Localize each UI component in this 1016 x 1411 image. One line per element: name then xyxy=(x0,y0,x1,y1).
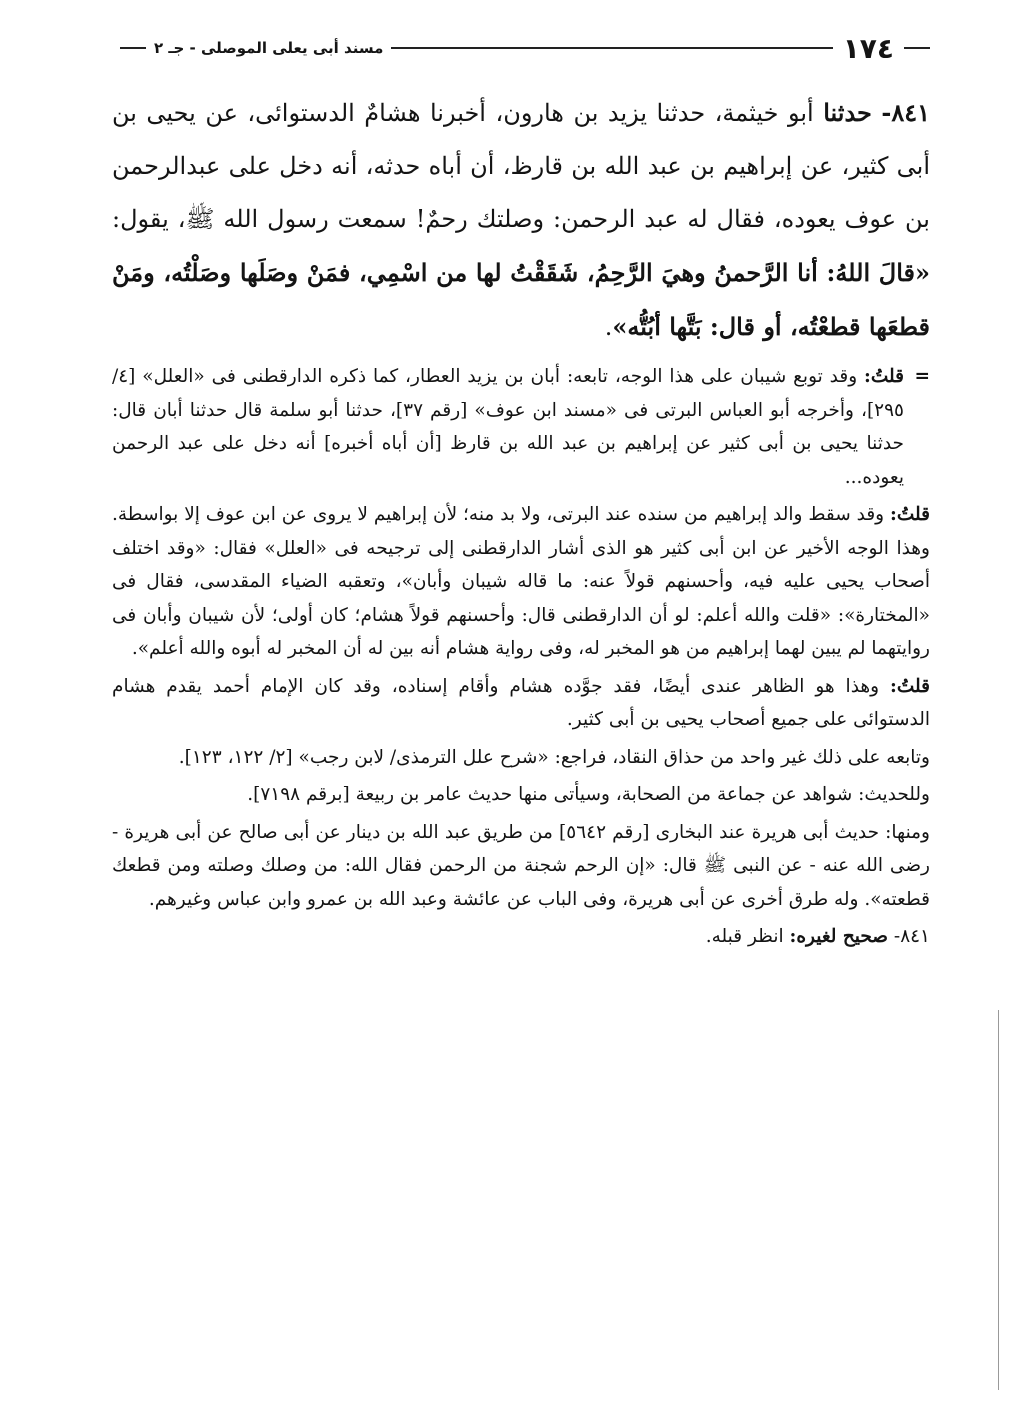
header-rule xyxy=(391,47,832,49)
running-header xyxy=(120,30,930,66)
running-title: مسند أبى يعلى الموصلى - جـ ٢ xyxy=(154,39,384,57)
footnote-5-text: وللحديث: شواهد عن جماعة من الصحابة، وسيأتى منها حديث عامر بن ربيعة [برقم ٧١٩٨]. xyxy=(247,784,930,805)
footnote-5 xyxy=(112,778,930,812)
footnote-2-text: وقد سقط والد إبراهيم من سنده عند البرتى، ولا بد منه؛ لأن إبراهيم لا يروى عن ابن عوف إلا بواسطة. وهذا الوجه الأخير عن ابن أبى كثير هو الذى أشار الدارقطنى إلى ترجيحه فى «العلل» فقال: «وقد اختلف أصحاب يحيى عليه فيه، وأحسنهم قولاً عنه: ما قاله شيبان وأبان»، وتعقبه الضياء المقدسى، فقال فى «المختارة»: «قلت والله أعلم: لو أن الدارقطنى قال: وأحسنهم قولاً هشام؛ كان أولى؛ لأن شيبان وأبان فى روايتهما لم يبين لهما إبراهيم من هو المخبر له، وفى رواية هشام أنه بين له أن المخبر له أبوه والله أعلم». xyxy=(112,504,930,659)
header-rule-left xyxy=(120,47,146,49)
footnotes xyxy=(112,360,930,958)
hadith-lead-word: حدثنا xyxy=(823,98,872,127)
scan-margin-line xyxy=(998,1010,999,1390)
hadith-quote: «قالَ اللهُ: أنا الرَّحمنُ وهيَ الرَّحِمُ، شَقَقْتُ لها من اسْمِي، فمَنْ وصَلَها وصَلْتُه، ومَنْ قطعَها قطعْتُه، أو قال: بَتَّها أبُتُّه» xyxy=(112,258,930,341)
footnote-4 xyxy=(112,741,930,775)
hadith-text xyxy=(112,86,930,354)
hadith-number: ٨٤١- xyxy=(881,98,930,127)
grade-note xyxy=(112,920,930,954)
footnote-1-text: وقد توبع شيبان على هذا الوجه، تابعه: أبان بن يزيد العطار، كما ذكره الدارقطنى فى «العلل» [٤/ ٢٩٥]، وأخرجه أبو العباس البرتى فى «مسند ابن عوف» [رقم ٣٧]، حدثنا أبو سلمة قال حدثنا أبان قال: حدثنا يحيى بن أبى كثير عن إبراهيم بن عبد الله بن قارظ [أن أباه أخبره] أنه دخل على عبد الرحمن يعوده... xyxy=(112,366,904,488)
footnote-6-text: ومنها: حديث أبى هريرة عند البخارى [رقم ٥٦٤٢] من طريق عبد الله بن دينار عن أبى صالح عن أبى هريرة - رضى الله عنه - عن النبى ﷺ قال: «إن الرحم شجنة من الرحمن فقال الله: من وصلك وصلته ومن قطعك قطعته». وله طرق أخرى عن أبى هريرة، وفى الباب عن عائشة وعبد الله بن عمرو وابن عباس وغيرهم. xyxy=(112,821,930,910)
hadith-isnad: أبو خيثمة، حدثنا يزيد بن هارون، أخبرنا هشامٌ الدستوائى، عن يحيى بن أبى كثير، عن إبراهيم بن عبد الله بن قارظ، أن أباه حدثه، أنه دخل على عبدالرحمن بن عوف يعوده، فقال له عبد الرحمن: وصلتك رحمٌ! سمعت رسول الله ﷺ، يقول: xyxy=(112,99,930,233)
footnote-3 xyxy=(112,670,930,737)
page-number: ١٧٤ xyxy=(842,31,894,65)
continuation-mark: = xyxy=(914,366,930,387)
hadith-end: . xyxy=(604,313,613,341)
footnote-3-text: وهذا هو الظاهر عندى أيضًا، فقد جوَّده هشام وأقام إسناده، وقد كان الإمام أحمد يقدم هشام الدستوائى على جميع أصحاب يحيى بن أبى كثير. xyxy=(112,675,930,730)
footnote-3-lead: قلتُ: xyxy=(890,675,930,697)
grade-number: ٨٤١- xyxy=(893,926,930,947)
grade-text: انظر قبله. xyxy=(705,926,784,947)
footnote-2-lead: قلتُ: xyxy=(890,504,930,525)
footnote-4-text: وتابعه على ذلك غير واحد من حذاق النقاد، فراجع: «شرح علل الترمذى/ لابن رجب» [٢/ ١٢٢، ١٢٣]. xyxy=(178,746,930,768)
hadith-paragraph xyxy=(112,86,930,354)
grade-lead: صحيح لغيره: xyxy=(789,926,889,947)
header-rule-right xyxy=(904,47,930,49)
footnote-1 xyxy=(112,360,930,494)
footnote-1-lead: قلتُ: xyxy=(864,366,904,387)
footnote-2 xyxy=(112,498,930,666)
footnote-6 xyxy=(112,816,930,917)
